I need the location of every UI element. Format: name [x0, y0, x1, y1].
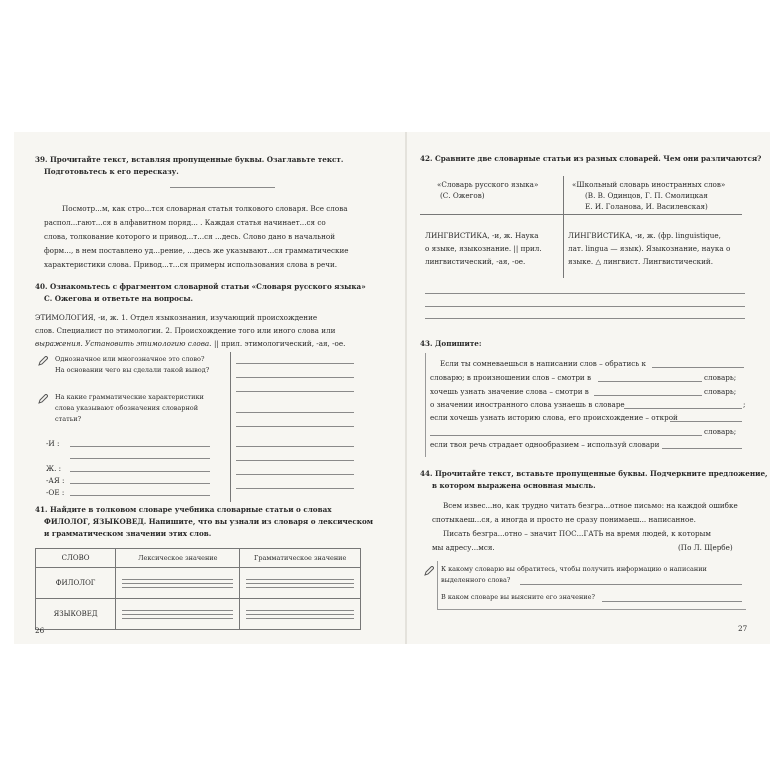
- table-row: [36, 599, 361, 630]
- dictionary-source: Е. И. Голанова, И. Василевская): [585, 202, 708, 211]
- task40-title: 40. Ознакомьтесь с фрагментом словарной статьи «Словаря русского языка»: [35, 282, 366, 291]
- quote-author: (По Л. Щербе): [678, 543, 733, 552]
- task39-text-line: Посмотр...м, как стро...тся словарная статья толкового словаря. Все слова: [62, 204, 348, 213]
- task44-title: 44. Прочитайте текст, вставьте пропущенные буквы. Подчеркните предложение,: [420, 469, 768, 478]
- comparison-divider: [420, 214, 742, 215]
- question-text: В каком словаре вы выясните его значение?: [441, 593, 595, 601]
- answer-line[interactable]: [70, 495, 210, 496]
- task44-text-line: мы адресу...мся.: [432, 543, 495, 552]
- answer-line[interactable]: [425, 306, 745, 307]
- page-number: 27: [738, 624, 748, 633]
- task39-title: 39. Прочитайте текст, вставляя пропущенные буквы. Озаглавьте текст.: [35, 155, 344, 164]
- table-header: СЛОВО: [36, 549, 116, 568]
- dictionary-entry-line: лингвистический, -ая, -ое.: [425, 257, 526, 266]
- table-header-row: [36, 549, 361, 568]
- fill-in-suffix: словарь;: [704, 387, 737, 396]
- book-gutter: [405, 132, 407, 644]
- task39-text-line: слова, толкование которого и привод...т...ся ...десь. Слово дано в начальной: [44, 232, 336, 241]
- dictionary-entry-line: ЛИНГВИСТИКА, -и, ж. (фр. linguistique,: [568, 231, 721, 240]
- answer-line[interactable]: [425, 293, 745, 294]
- task39-title-cont: Подготовьтесь к его пересказу.: [44, 167, 179, 176]
- dictionary-source: (В. В. Одинцов, Г. П. Смолицкая: [585, 191, 708, 200]
- dictionary-source: (С. Ожегов): [440, 191, 485, 200]
- answer-line[interactable]: [236, 391, 354, 392]
- task43-title: 43. Допишите:: [420, 339, 482, 348]
- answer-line[interactable]: [70, 483, 210, 484]
- fill-in-line: хочешь узнать значение слова – смотри в: [430, 387, 589, 396]
- question-text: На основании чего вы сделали такой вывод?: [55, 366, 210, 374]
- question-text: Однозначное или многозначное это слово?: [55, 355, 205, 363]
- pencil-icon: [38, 394, 48, 404]
- comparison-column-divider: [563, 176, 564, 278]
- answer-line[interactable]: [425, 318, 745, 319]
- table-cell-answer[interactable]: [116, 599, 240, 630]
- task44-question-frame: [437, 561, 746, 610]
- task41-title-cont: ФИЛОЛОГ, ЯЗЫКОВЕД. Напишите, что вы узнали из словаря о лексическом: [44, 517, 373, 526]
- answer-line[interactable]: [236, 377, 354, 378]
- answer-line[interactable]: [236, 446, 354, 447]
- dictionary-source: «Школьный словарь иностранных слов»: [572, 180, 726, 189]
- task44-text-line: Всем извес...но, как трудно читать безгра...отное письмо: на каждой ошибке: [443, 501, 738, 510]
- task40-title-cont: С. Ожегова и ответьте на вопросы.: [44, 294, 194, 303]
- answer-line[interactable]: [70, 446, 210, 447]
- task44-text-line: спотыкаеш...ся, а иногда и просто не сразу понимаеш... написанное.: [432, 515, 696, 524]
- column-divider: [230, 352, 231, 502]
- pencil-icon: [38, 356, 48, 366]
- task44-title-cont: в котором выражена основная мысль.: [432, 481, 596, 490]
- dictionary-entry-line: ЭТИМОЛОГИЯ, -и, ж. 1. Отдел языкознания, изучающий происхождение: [35, 313, 318, 322]
- table-header: Лексическое значение: [116, 549, 240, 568]
- answer-line[interactable]: [236, 460, 354, 461]
- dictionary-entry-example: выражения. Установить этимологию слова.: [35, 339, 212, 348]
- answer-line[interactable]: [236, 426, 354, 427]
- pencil-icon: [424, 566, 434, 576]
- dictionary-entry-line: ЛИНГВИСТИКА, -и, ж. Наука: [425, 231, 539, 240]
- question-text: К какому словарю вы обратитесь, чтобы получить информацию о написании: [441, 565, 707, 573]
- task43-frame: [425, 353, 748, 457]
- form-label: Ж. :: [46, 464, 62, 473]
- form-label: -ОЕ :: [46, 488, 65, 497]
- answer-line[interactable]: [70, 458, 210, 459]
- answer-line[interactable]: [236, 488, 354, 489]
- dictionary-source: «Словарь русского языка»: [437, 180, 539, 189]
- task39-text-line: характеристики слова. Привод...т...ся примеры использования слова в речи.: [44, 260, 338, 269]
- answer-line[interactable]: [236, 412, 354, 413]
- dictionary-entry-derivative: || прил. этимологический, -ая, -ое.: [214, 339, 346, 348]
- question-text: слова указывают обозначения словарной: [55, 404, 199, 412]
- dictionary-entry-line: слов. Специалист по этимологии. 2. Происхождение того или иного слова или: [35, 326, 336, 335]
- dictionary-entry-line: языке. △ лингвист. Лингвистический.: [568, 257, 713, 266]
- page-number: 26: [35, 626, 45, 635]
- fill-in-line: словарю; в произношении слов – смотри в: [430, 373, 592, 382]
- task41-title: 41. Найдите в толковом словаре учебника словарные статьи о словах: [35, 505, 332, 514]
- form-label: -И :: [46, 439, 60, 448]
- table-cell-answer[interactable]: [116, 568, 240, 599]
- answer-line[interactable]: [236, 474, 354, 475]
- table-header: Грамматическое значение: [240, 549, 361, 568]
- question-text: выделенного слова?: [441, 576, 511, 584]
- fill-in-line: если твоя речь страдает однообразием – используй словари: [430, 440, 660, 449]
- dictionary-entry-line: лат. lingua — язык). Языкознание, наука о: [568, 244, 731, 253]
- table-cell-answer[interactable]: [240, 599, 361, 630]
- fill-in-line: если хочешь узнать историю слова, его происхождение – открой: [430, 413, 678, 422]
- fill-in-suffix: словарь;: [704, 427, 737, 436]
- table-row: [36, 568, 361, 599]
- fill-in-line: Если ты сомневаешься в написании слов – обратись к: [440, 359, 647, 368]
- task44-text-line: Писать безгра...отно – значит ПОС...ГАТЬ на время людей, к которым: [443, 529, 711, 538]
- fill-in-line: о значении иностранного слова узнаешь в словаре: [430, 400, 625, 409]
- task39-title-answer-line[interactable]: [170, 187, 275, 188]
- table-cell-answer[interactable]: [240, 568, 361, 599]
- task41-title-cont: и грамматическом значении этих слов.: [44, 529, 212, 538]
- answer-line[interactable]: [236, 363, 354, 364]
- task39-text-line: распол...гают...ся в алфавитном поряд... . Каждая статья начинает...ся со: [44, 218, 326, 227]
- answer-line[interactable]: [70, 471, 210, 472]
- table-cell-word: ЯЗЫКОВЕД: [36, 599, 116, 630]
- question-text: На какие грамматические характеристики: [55, 393, 204, 401]
- table-cell-word: ФИЛОЛОГ: [36, 568, 116, 599]
- fill-in-suffix: ;: [743, 400, 746, 409]
- task39-text-line: форм..., в нем поставлено уд...рение, ...десь же указывают...ся грамматические: [44, 246, 349, 255]
- dictionary-entry-line: о языке, языкознание. || прил.: [425, 244, 542, 253]
- task42-title: 42. Сравните две словарные статьи из разных словарей. Чем они различаются?: [420, 154, 762, 163]
- question-text: статьи?: [55, 415, 82, 423]
- form-label: -АЯ :: [46, 476, 65, 485]
- words-table: [35, 548, 361, 630]
- fill-in-suffix: словарь;: [704, 373, 737, 382]
